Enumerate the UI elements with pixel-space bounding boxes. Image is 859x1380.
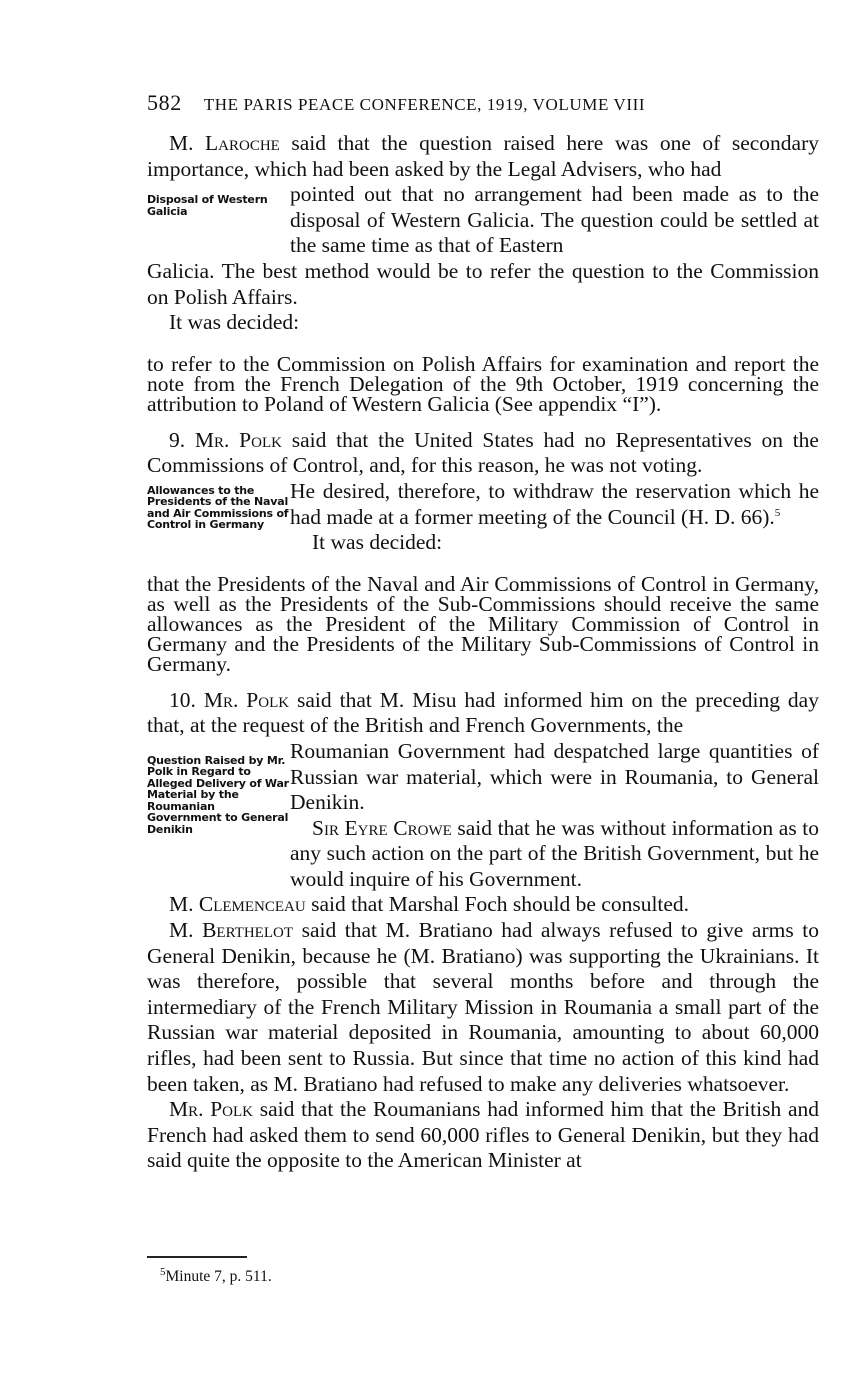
speaker-name: M. Laroche [169,131,280,155]
paragraph-text-body: He desired, therefore, to withdraw the reservation which he had made at a former meeting of the Council (H. D. 66). [290,478,819,529]
item-number: 9. [169,427,195,452]
speaker-name: M. Berthelot [169,918,293,943]
paragraph-crowe [290,816,819,893]
margin-note: Allowances to the Presidents of the Naval and Air Commissions of Control in Germany [147,483,289,532]
speaker-name: Mr. Polk [169,1097,254,1122]
paragraph-berthelot [147,918,819,1097]
speaker-name: Mr. Polk [203,687,290,712]
decision-text: to refer to the Commission on Polish Affairs for examination and report the note from the French Delegation of the 9th October, 1919 concerning the attribution to Poland of Western Galicia (See appendix “I”). [147,351,819,416]
footnote-rule [147,1256,247,1258]
margin-block-galicia [147,182,819,259]
footnote [160,1265,272,1286]
margin-note: Disposal of Western Galicia [147,193,268,218]
paragraph-text: Roumanian Government had despatched large quantities of Russian war material, which were in Roumania, to General Denikin. [290,738,819,815]
margin-block-allowances [147,479,819,556]
paragraph-laroche [147,131,819,182]
footnote-marker: 5 [160,1265,166,1278]
running-header [147,90,819,116]
speaker-name: Sir Eyre Crowe [312,815,452,840]
paragraph-polk [147,1097,819,1174]
speaker-name: M. Clemenceau [169,892,306,917]
decision-text: that the Presidents of the Naval and Air Commissions of Control in Germany, as well as the Presidents of the Sub-Commissions should receive the same allowances as the President of the Military Commission of Control in Germany and the Presidents of the Military Sub-Commissions of Control in Germany. [147,571,819,676]
paragraph-9 [147,428,819,479]
decision-label: It was decided: [312,530,443,555]
page-number: 582 [147,90,182,115]
running-title: THE PARIS PEACE CONFERENCE, 1919, VOLUME VIII [203,95,646,114]
paragraph-clemenceau [147,892,819,918]
paragraph-text: Galicia. The best method would be to refer the question to the Commission on Polish Affairs. [147,258,819,309]
item-number: 10. [169,687,204,712]
paragraph-text: said that M. Misu had informed him on the preceding day that, at the request of the British and French Governments, the [147,687,819,738]
page-body [147,131,819,1174]
paragraph-text: said that the question raised here was one of secondary importance, which had been asked by the Legal Advisers, who had [147,131,819,181]
margin-block-war-material [147,739,819,893]
paragraph-text: said that Marshal Foch should be consulted. [305,892,690,917]
paragraph-text: pointed out that no arrangement had been made as to the disposal of Western Galicia. The question could be settled at the same time as that of Eastern [290,182,819,258]
paragraph-10 [147,688,819,739]
margin-note: Question Raised by Mr. Polk in Regard to Alleged Delivery of War Material by the Roumanian Government to General Denikin [147,753,289,836]
paragraph-text [290,739,819,893]
paragraph-text: said that the Roumanians had informed him that the British and French had asked them to send 60,000 rifles to General Denikin, but they had said quite the opposite to the American Minister at [147,1097,819,1173]
paragraph-text: said that M. Bratiano had always refused to give arms to General Denikin, because he (M. Bratiano) was supporting the Ukrainians. It was therefore, possible that several months before and through the intermediary of the French Military Mission in Roumania a small part of the Russian war material deposited in Roumania, amounting to about 60,000 rifles, had been sent to Russia. But since that time no action of this kind had been taken, as M. Bratiano had refused to make any deliveries whatsoever. [147,918,819,1096]
decision-label: It was decided: [169,310,300,335]
paragraph-text [290,479,819,556]
footnote-text: Minute 7, p. 511. [165,1268,272,1285]
footnote-ref: 5 [774,506,781,519]
paragraph-text: said that he was without information as to any such action on the part of the British Government, but he would inquire of his Government. [290,815,820,891]
speaker-name: Mr. Polk [194,427,282,452]
paragraph-text: said that the United States had no Representatives on the Commissions of Control, and, for this reason, he was not voting. [147,427,819,478]
